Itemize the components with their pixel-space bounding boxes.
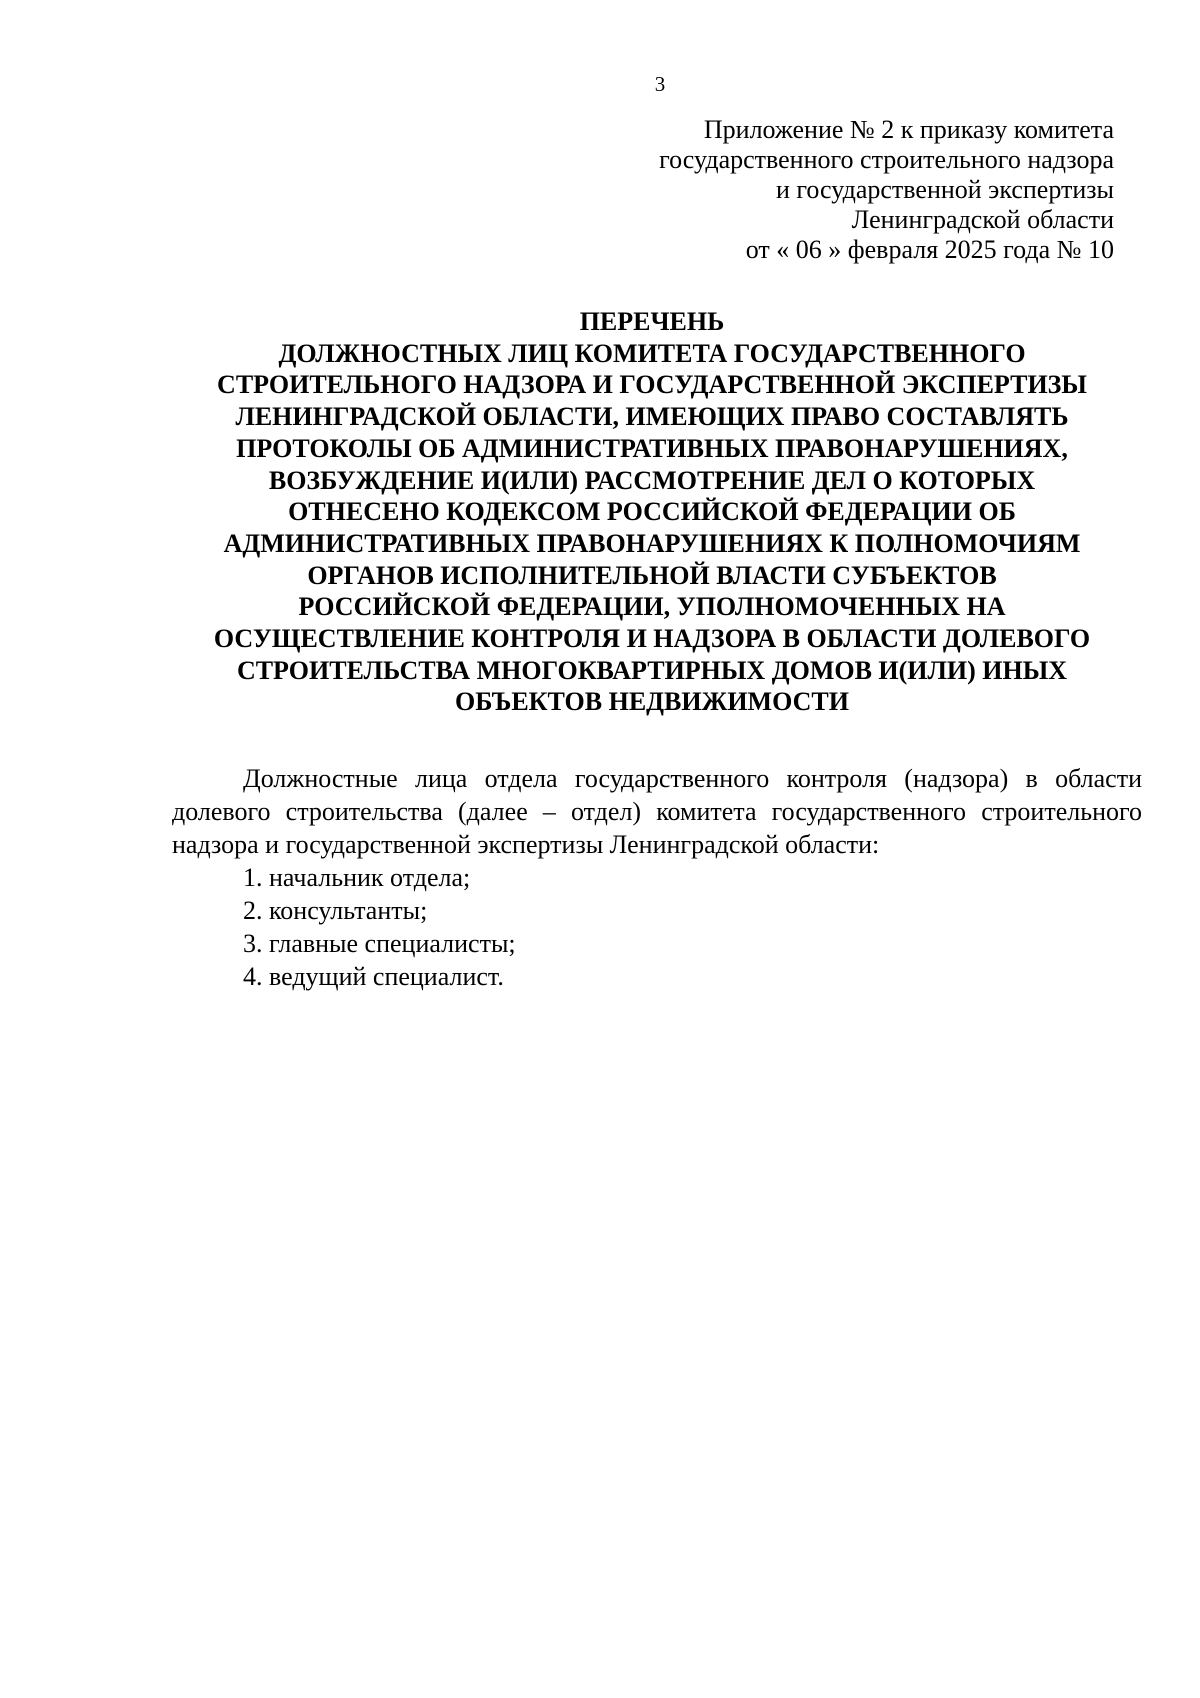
list-item: 3. главные специалисты; <box>243 929 516 958</box>
title-line: ПЕРЕЧЕНЬ <box>579 307 725 336</box>
title-line: ОБЪЕКТОВ НЕДВИЖИМОСТИ <box>455 687 849 717</box>
title-line: РОССИЙСКОЙ ФЕДЕРАЦИИ, УПОЛНОМОЧЕННЫХ НА <box>298 592 1006 622</box>
intro-paragraph: Должностные лица отдела государственного контроля (надзора) в области долевого строительства (далее – отдел) комитета государственного строительного надзора и государственной экспертизы Ленинградской области: <box>172 764 1142 859</box>
title-line: ОСУЩЕСТВЛЕНИЕ КОНТРОЛЯ И НАДЗОРА В ОБЛАСТИ ДОЛЕВОГО <box>213 624 1091 654</box>
list-item: 2. консультанты; <box>243 896 428 925</box>
title-line: АДМИНИСТРАТИВНЫХ ПРАВОНАРУШЕНИЯХ К ПОЛНОМОЧИЯМ <box>223 528 1081 558</box>
title-line: СТРОИТЕЛЬНОГО НАДЗОРА И ГОСУДАРСТВЕННОЙ ЭКСПЕРТИЗЫ <box>217 370 1087 400</box>
list-item: 4. ведущий специалист. <box>243 962 504 991</box>
title-line: ДОЛЖНОСТНЫХ ЛИЦ КОМИТЕТА ГОСУДАРСТВЕННОГО <box>278 338 1026 368</box>
list-item: 1. начальник отдела; <box>243 863 471 892</box>
position-list <box>172 861 1142 993</box>
page-number: 3 <box>654 72 666 96</box>
annex-line: и государственной экспертизы <box>775 175 1114 204</box>
title-line: ЛЕНИНГРАДСКОЙ ОБЛАСТИ, ИМЕЮЩИХ ПРАВО СОСТАВЛЯТЬ <box>235 402 1069 432</box>
body-section <box>172 762 1142 993</box>
annex-line: государственного строительного надзора <box>659 145 1114 174</box>
title-line: ВОЗБУЖДЕНИЕ И(ИЛИ) РАССМОТРЕНИЕ ДЕЛ О КОТОРЫХ <box>268 465 1036 495</box>
title-line: ОТНЕСЕНО КОДЕКСОМ РОССИЙСКОЙ ФЕДЕРАЦИИ ОБ <box>288 497 1016 527</box>
annex-line: Ленинградской области <box>851 205 1114 234</box>
title-line: ОРГАНОВ ИСПОЛНИТЕЛЬНОЙ ВЛАСТИ СУБЪЕКТОВ <box>307 560 997 590</box>
annex-header <box>659 115 1114 265</box>
annex-line: от « 06 » февраля 2025 года № 10 <box>745 235 1114 264</box>
title-line: СТРОИТЕЛЬСТВА МНОГОКВАРТИРНЫХ ДОМОВ И(ИЛИ) ИНЫХ <box>236 655 1068 685</box>
document-title <box>162 306 1142 718</box>
title-line: ПРОТОКОЛЫ ОБ АДМИНИСТРАТИВНЫХ ПРАВОНАРУШЕНИЯХ, <box>236 433 1068 463</box>
annex-line: Приложение № 2 к приказу комитета <box>703 115 1114 144</box>
